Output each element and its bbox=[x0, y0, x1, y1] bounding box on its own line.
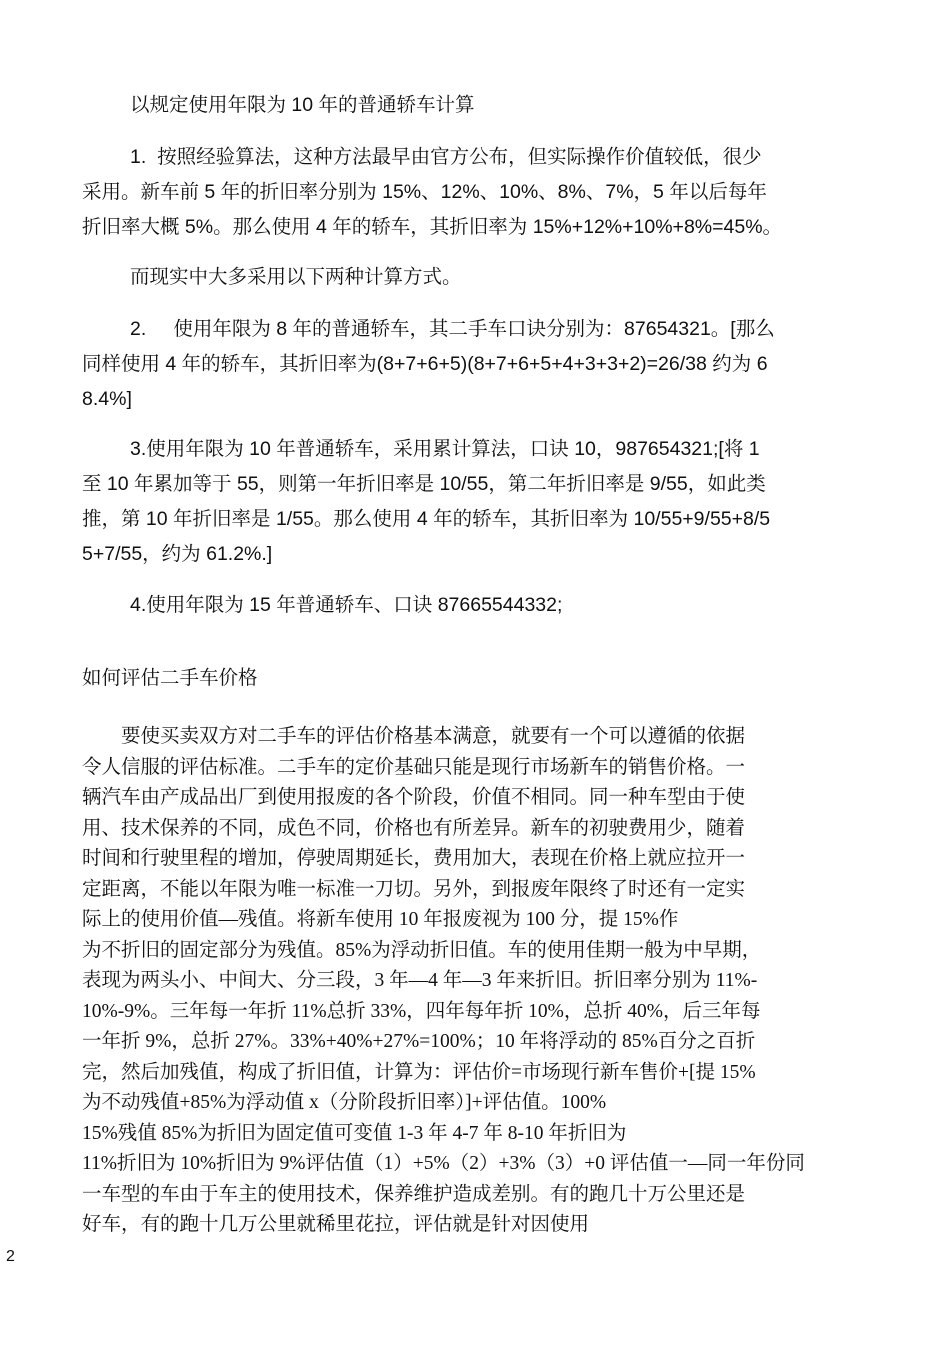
text-line: 15%残值 85%为折旧为固定值可变值 1-3 年 4-7 年 8-10 年折旧为 bbox=[82, 1122, 627, 1144]
paragraph-method-1 bbox=[82, 140, 882, 245]
text-line: 要使买卖双方对二手车的评估价格基本满意，就要有一个可以遵循的依据 bbox=[82, 726, 746, 747]
text-line: 推，第 10 年折旧率是 1/55。那么使用 4 年的轿车，其折旧率为 10/55+9/55+8/5 bbox=[82, 508, 771, 530]
paragraph-method-3 bbox=[82, 432, 882, 572]
text-line: 辆汽车由产成品出厂到使用报废的各个阶段，价值不相同。同一种车型由于使 bbox=[82, 787, 746, 808]
text-line: 5+7/55，约为 61.2%.] bbox=[82, 543, 273, 565]
text-line: 8.4%] bbox=[82, 388, 132, 410]
text-line: 完，然后加残值，构成了折旧值，计算为：评估价=市场现行新车售价+[提 15% bbox=[82, 1061, 756, 1083]
text-line: 一车型的车由于车主的使用技术，保养维护造成差别。有的跑几十万公里还是 bbox=[82, 1183, 746, 1205]
text-line: 定距离，不能以年限为唯一标准一刀切。另外，到报废年限终了时还有一定实 bbox=[82, 878, 746, 900]
text-line: 表现为两头小、中间大、分三段，3 年—4 年—3 年来折旧。折旧率分别为 11%- bbox=[82, 970, 758, 991]
text-line: 折旧率大概 5%。那么使用 4 年的轿车，其折旧率为 15%+12%+10%+8%=45%。 bbox=[82, 216, 783, 238]
paragraph-method-2 bbox=[82, 312, 882, 417]
heading-text: 如何评估二手车价格 bbox=[82, 668, 258, 689]
text-line: 3.使用年限为 10 年普通轿车，采用累计算法，口诀 10，987654321;[将 1 bbox=[130, 438, 760, 460]
section2-body bbox=[82, 722, 882, 1241]
paragraph-transition bbox=[130, 260, 930, 295]
text-line: 而现实中大多采用以下两种计算方式。 bbox=[130, 266, 462, 288]
text-line: 一年折 9%，总折 27%。33%+40%+27%=100%；10 年将浮动的 85%百分之百折 bbox=[82, 1031, 756, 1052]
text-line: 至 10 年累加等于 55，则第一年折旧率是 10/55，第二年折旧率是 9/55，如此类 bbox=[82, 473, 766, 495]
text-line: 用、技术保养的不同，成色不同，价格也有所差异。新车的初驶费用少，随着 bbox=[82, 817, 746, 839]
text-line: 11%折旧为 10%折旧为 9%评估值（1）+5%（2）+3%（3）+0 评估值一—同一年份同 bbox=[82, 1153, 805, 1174]
text-line: 令人信服的评估标准。二手车的定价基础只能是现行市场新车的销售价格。一 bbox=[82, 756, 746, 778]
heading-text: 以规定使用年限为 10 年的普通轿车计算 bbox=[130, 94, 475, 116]
text-line: 为不动残值+85%为浮动值 x（分阶段折旧率）]+评估值。100% bbox=[82, 1092, 607, 1113]
text-line: 4.使用年限为 15 年普通轿车、口诀 87665544332; bbox=[130, 594, 563, 616]
paragraph-method-4 bbox=[130, 588, 930, 623]
section2-heading bbox=[82, 664, 882, 695]
text-line: 1. 按照经验算法，这种方法最早由官方公布，但实际操作价值较低，很少 bbox=[130, 146, 762, 168]
text-line: 2. 使用年限为 8 年的普通轿车，其二手车口诀分别为：87654321。[那么 bbox=[130, 318, 775, 340]
text-line: 好车，有的跑十几万公里就稀里花拉，评估就是针对因使用 bbox=[82, 1214, 590, 1235]
text-line: 际上的使用价值—残值。将新车使用 10 年报废视为 100 分，提 15%作 bbox=[82, 909, 679, 930]
text-line: 时间和行驶里程的增加，停驶周期延长，费用加大，表现在价格上就应拉开一 bbox=[82, 848, 746, 869]
text-line: 为不折旧的固定部分为残值。85%为浮动折旧值。车的使用佳期一般为中早期， bbox=[82, 939, 762, 961]
text-line: 采用。新车前 5 年的折旧率分别为 15%、12%、10%、8%、7%，5 年以后每年 bbox=[82, 181, 767, 203]
section1-heading bbox=[130, 88, 930, 123]
text-line: 10%-9%。三年每一年折 11%总折 33%，四年每年折 10%，总折 40%，后三年每 bbox=[82, 1000, 761, 1022]
text-line: 同样使用 4 年的轿车，其折旧率为(8+7+6+5)(8+7+6+5+4+3+3+2)=26/38 约为 6 bbox=[82, 353, 768, 375]
page-number: 2 bbox=[6, 1248, 15, 1265]
